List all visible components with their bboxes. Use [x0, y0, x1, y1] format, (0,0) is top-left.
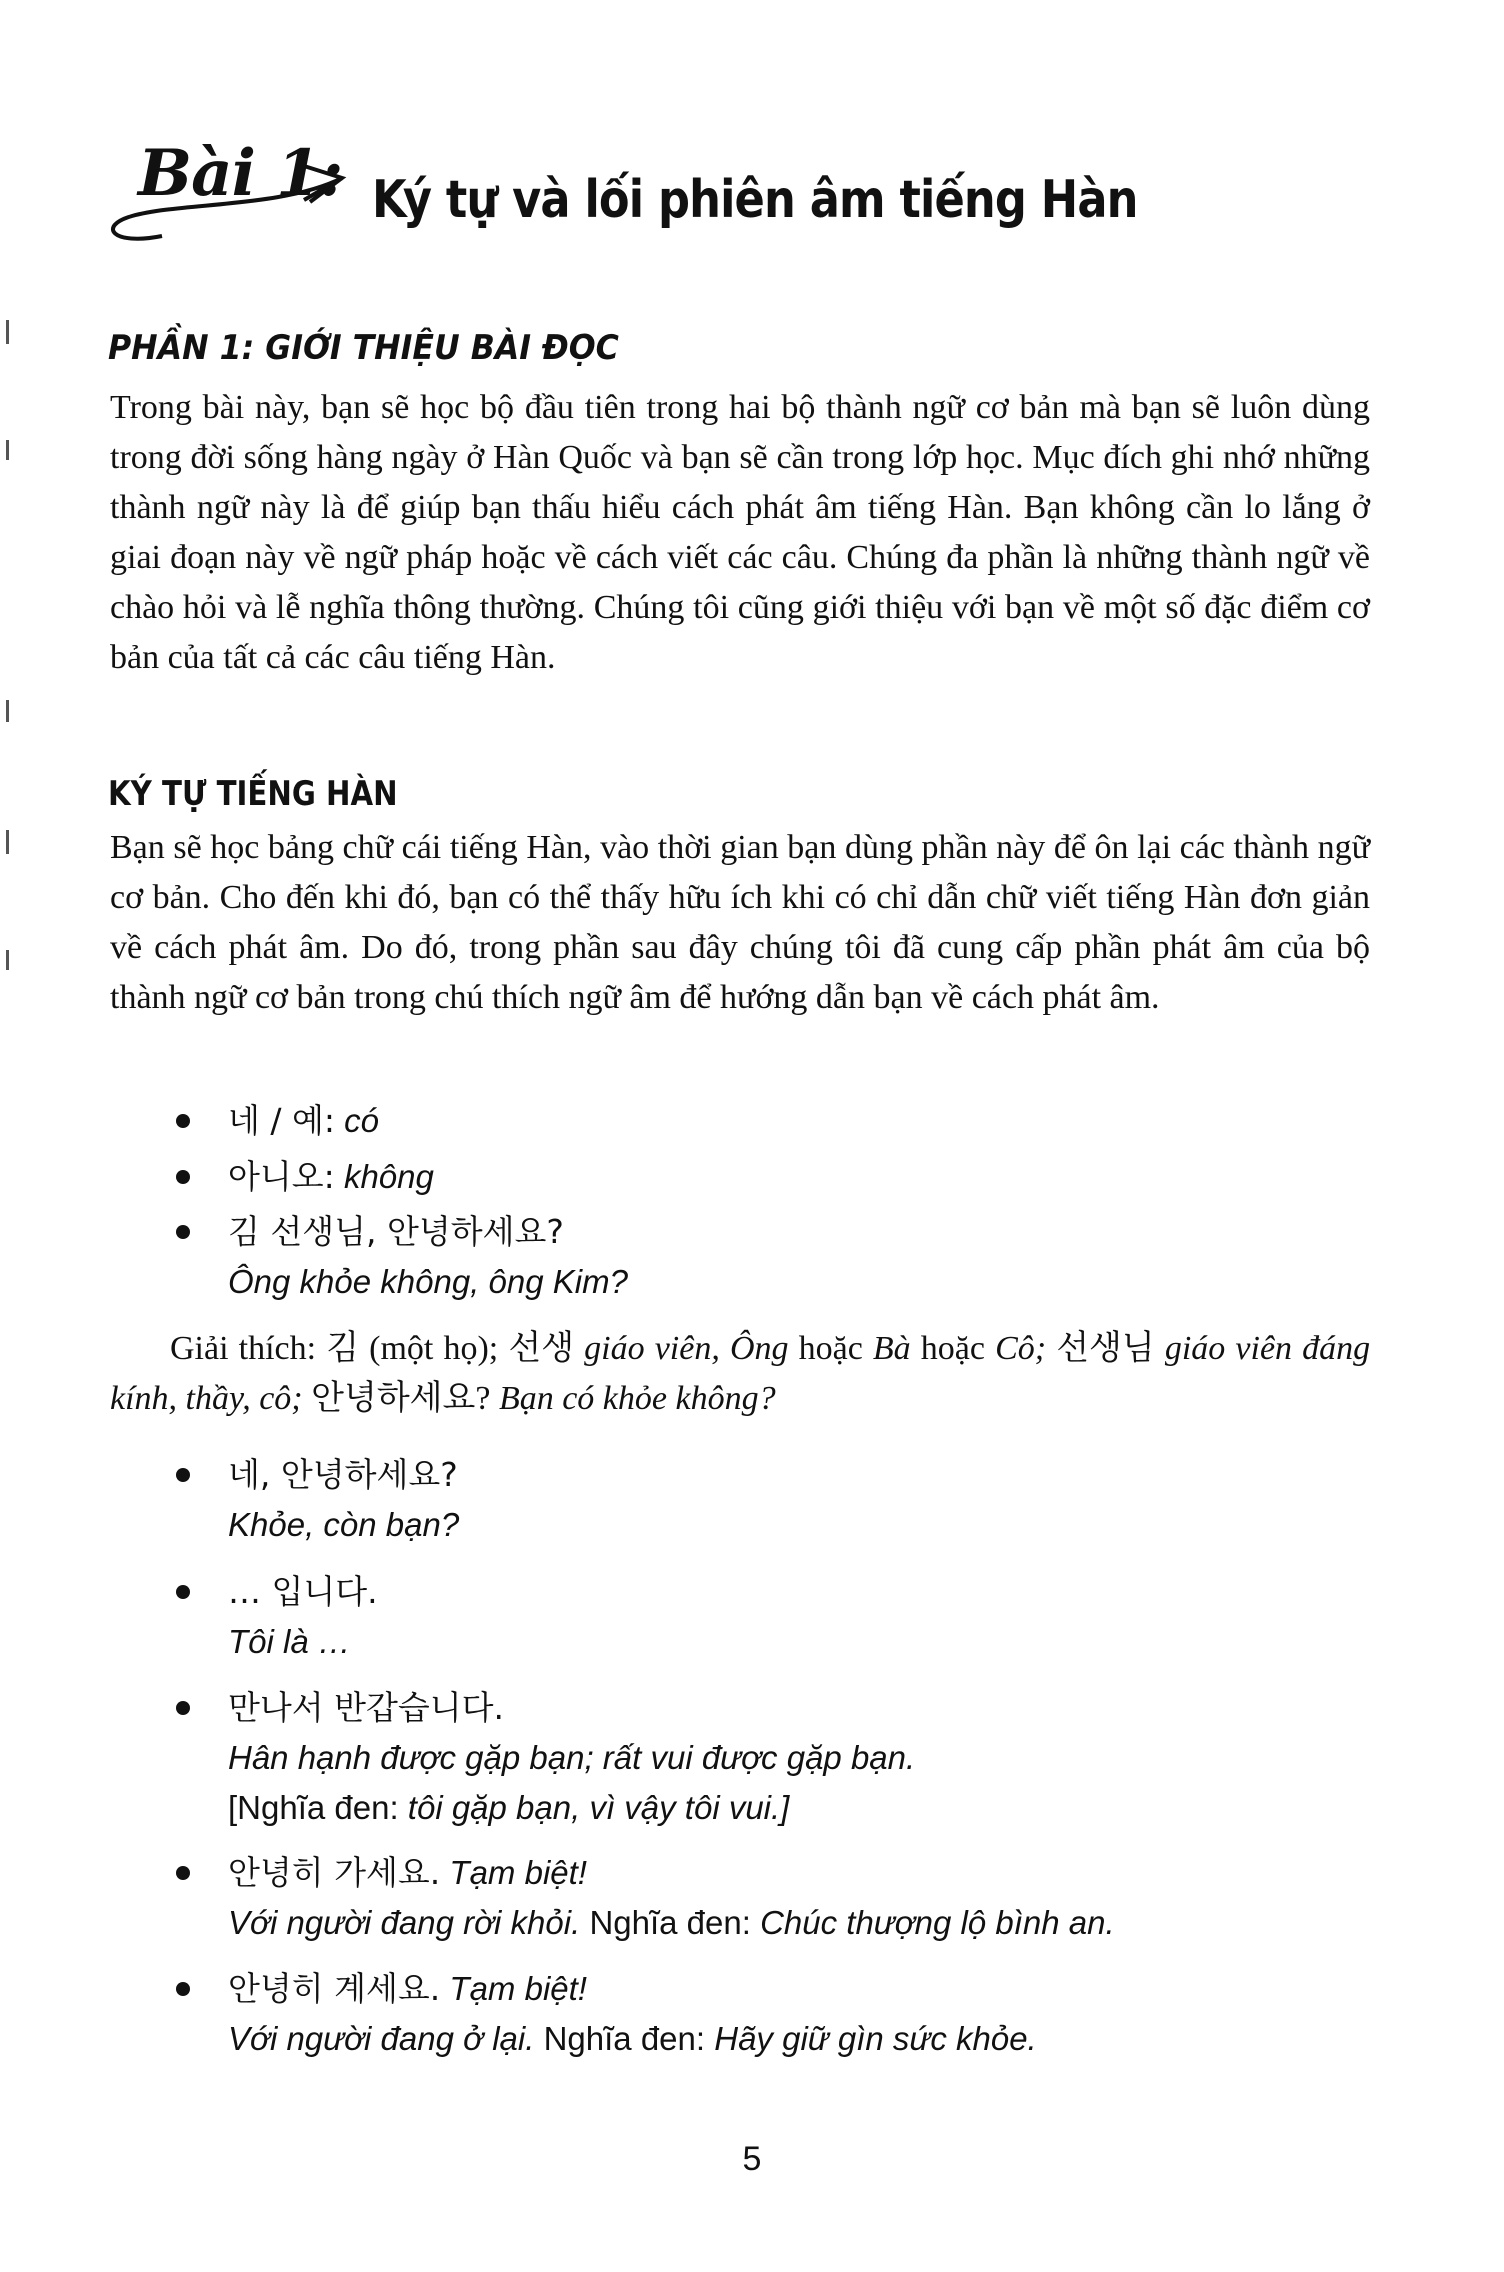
- section-heading-letters: KÝ TỰ TIẾNG HÀN: [108, 774, 398, 814]
- bullet-icon: [176, 1170, 190, 1184]
- korean-phrase: … 입니다.: [228, 1572, 378, 1611]
- explanation-text: Bạn có khỏe không?: [498, 1380, 776, 1417]
- korean-phrase: 안녕히 가세요.: [228, 1853, 441, 1892]
- list-item: [228, 1207, 1378, 1307]
- korean-phrase: 김 선생님, 안녕하세요?: [228, 1212, 564, 1251]
- literal-label: [Nghĩa đen:: [228, 1789, 399, 1826]
- letters-paragraph: Bạn sẽ học bảng chữ cái tiếng Hàn, vào thời gian bạn dùng phần này để ôn lại các thành ngữ cơ bản. Cho đến khi đó, bạn có thể thấy hữu ích khi có chỉ dẫn chữ viết tiếng Hàn đơn giản về cách phát âm. Do đó, trong phần sau đây chúng tôi đã cung cấp phần phát âm của bộ thành ngữ cơ bản trong chú thích ngữ âm để hướng dẫn bạn về cách phát âm.: [110, 829, 1370, 1016]
- explanation-label: Giải thích:: [170, 1330, 317, 1367]
- list-item: [228, 1964, 1378, 2064]
- phrase-context: Với người đang ở lại.: [228, 2020, 535, 2057]
- scan-edge-mark: [6, 440, 9, 460]
- list-item: [228, 1683, 1378, 1833]
- scan-edge-mark: [6, 700, 9, 722]
- scan-edge-mark: [6, 950, 9, 970]
- page-number: 5: [742, 2140, 762, 2178]
- scan-edge-mark: [6, 320, 9, 344]
- korean-phrase: 네, 안녕하세요?: [228, 1455, 458, 1494]
- lesson-badge: [92, 118, 352, 268]
- intro-paragraph: Trong bài này, bạn sẽ học bộ đầu tiên trong hai bộ thành ngữ cơ bản mà bạn sẽ luôn dùng trong đời sống hàng ngày ở Hàn Quốc và bạn sẽ cần trong lớp học. Mục đích ghi nhớ những thành ngữ này là để giúp bạn thấu hiểu cách phát âm tiếng Hàn. Bạn không cần lo lắng ở giai đoạn này về ngữ pháp hoặc về cách viết các câu. Chúng đa phần là những thành ngữ về chào hỏi và lễ nghĩa thông thường. Chúng tôi cũng giới thiệu với bạn về một số đặc điểm cơ bản của tất cả các câu tiếng Hàn.: [110, 389, 1370, 676]
- literal-meaning: tôi gặp bạn, vì vậy tôi vui.]: [407, 1789, 790, 1826]
- bullet-icon: [176, 1866, 190, 1880]
- list-item: [228, 1848, 1378, 1948]
- phrase-short-meaning: Tạm biệt!: [449, 1854, 587, 1891]
- bullet-icon: [176, 1585, 190, 1599]
- korean-phrase: 아니오:: [228, 1157, 335, 1196]
- scan-edge-mark: [6, 830, 9, 854]
- phrase-meaning: có: [344, 1102, 380, 1139]
- korean-phrase: 네 / 예:: [228, 1101, 335, 1140]
- explanation-paragraph: [110, 1324, 1370, 1424]
- explanation-text: giáo viên đáng kính, thầy, cô;: [110, 1330, 1371, 1417]
- explanation-text: hoặc: [798, 1330, 863, 1367]
- phrase-meaning: Khỏe, còn bạn?: [228, 1506, 460, 1543]
- korean-phrase: 안녕히 계세요.: [228, 1969, 441, 2008]
- explanation-text: Bà: [872, 1330, 911, 1367]
- phrase-meaning: Hân hạnh được gặp bạn; rất vui được gặp bạn.: [228, 1739, 916, 1776]
- phrase-short-meaning: Tạm biệt!: [449, 1970, 587, 2007]
- explanation-korean: 안녕하세요?: [311, 1380, 491, 1417]
- explanation-text: Cô;: [995, 1330, 1047, 1367]
- explanation-korean: 김: [326, 1330, 360, 1367]
- explanation-text: hoặc: [920, 1330, 985, 1367]
- phrase-context: Với người đang rời khỏi.: [228, 1904, 581, 1941]
- phrase-meaning: không: [343, 1158, 434, 1195]
- list-item: [228, 1450, 1378, 1550]
- literal-meaning: Hãy giữ gìn sức khỏe.: [714, 2020, 1037, 2057]
- lesson-title: Ký tự và lối phiên âm tiếng Hàn: [372, 170, 1138, 230]
- explanation-text: (một họ);: [369, 1330, 499, 1367]
- bullet-icon: [176, 1114, 190, 1128]
- explanation-text: giáo viên, Ông: [584, 1330, 789, 1367]
- literal-label: Nghĩa đen:: [589, 1904, 751, 1941]
- explanation-korean: 선생: [508, 1330, 575, 1367]
- korean-phrase: 만나서 반갑습니다.: [228, 1688, 505, 1727]
- bullet-icon: [176, 1225, 190, 1239]
- literal-meaning: Chúc thượng lộ bình an.: [760, 1904, 1115, 1941]
- bullet-icon: [176, 1982, 190, 1996]
- lesson-label: Bài 1:: [138, 136, 343, 211]
- phrase-meaning: Ông khỏe không, ông Kim?: [228, 1263, 628, 1300]
- list-item: [228, 1096, 1378, 1146]
- explanation-korean: 선생님: [1056, 1330, 1155, 1367]
- list-item: [228, 1152, 1378, 1202]
- list-item: [228, 1567, 1378, 1667]
- bullet-icon: [176, 1701, 190, 1715]
- bullet-icon: [176, 1468, 190, 1482]
- literal-label: Nghĩa đen:: [543, 2020, 706, 2057]
- section-heading-intro: PHẦN 1: GIỚI THIỆU BÀI ĐỌC: [108, 328, 619, 368]
- phrase-meaning: Tôi là …: [228, 1623, 351, 1660]
